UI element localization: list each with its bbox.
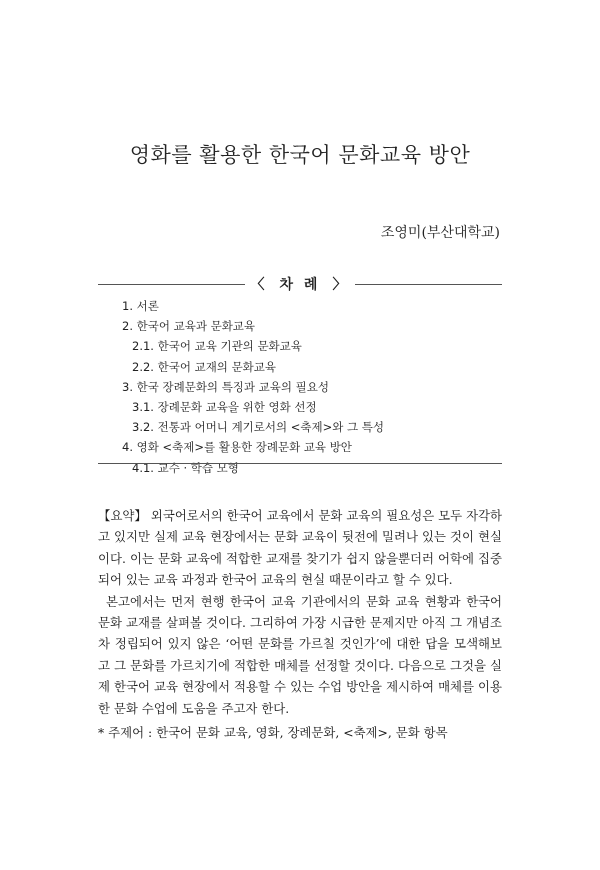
keywords: * 주제어 : 한국어 문화 교육, 영화, 장례문화, <축제>, 문화 항목: [98, 725, 448, 740]
toc-heading-label: 차 례: [279, 277, 321, 293]
toc-item: 1. 서론: [122, 299, 159, 313]
abstract-paragraph-1: 【요약】 외국어로서의 한국어 교육에서 문화 교육의 필요성은 모두 자각하고 있지만 실제 교육 현장에서는 문화 교육이 뒷전에 밀려나 있는 것이 현실이다. 이는 문화 교육에 적합한 교재를 찾기가 쉽지 않을뿐더러 어학에 집중되어 있는 교육 과정과 한국어 교육의 현실 때문이라고 할 수 있다.: [98, 508, 502, 588]
toc-heading: [98, 274, 502, 294]
toc-item: 4. 영화 <축제>를 활용한 장례문화 교육 방안: [122, 440, 352, 455]
toc-heading-rule-left: [98, 284, 245, 285]
toc-subitem: 4.1. 교수 · 학습 모형: [132, 460, 239, 475]
abstract-paragraph-2: 본고에서는 먼저 현행 한국어 교육 기관에서의 문화 교육 현황과 한국어 문화 교재를 살펴볼 것이다. 그리하여 가장 시급한 문제지만 아직 그 개념조차 정립되어 있지 않은 ‘어떤 문화를 가르칠 것인가’에 대한 답을 모색해보고 그 문화를 가르치기에 적합한 매체를 선정할 것이다. 다음으로 그것을 실제 한국어 교육 현장에서 적용할 수 있는 수업 방안을 제시하여 매체를 이용한 문화 수업에 도움을 주고자 한다.: [98, 593, 502, 716]
toc-heading-bracket-left: 〈: [250, 277, 268, 293]
author-affiliation: 조영미(부산대학교): [380, 225, 500, 241]
toc-bottom-rule: [98, 463, 502, 464]
abstract: [98, 505, 502, 719]
toc-item: 2. 한국어 교육과 문화교육: [122, 319, 256, 334]
toc-subitem: 2.2. 한국어 교재의 문화교육: [132, 359, 276, 374]
table-of-contents: [122, 296, 502, 478]
paper-title: 영화를 활용한 한국어 문화교육 방안: [129, 143, 471, 167]
toc-heading-bracket-right: 〉: [332, 277, 350, 293]
toc-subitem: 3.1. 장례문화 교육을 위한 영화 선정: [132, 400, 317, 415]
toc-subitem: 3.2. 전통과 어머니 계기로서의 <축제>와 그 특성: [132, 420, 384, 435]
toc-heading-rule-right: [355, 284, 502, 285]
toc-subitem: 2.1. 한국어 교육 기관의 문화교육: [132, 339, 302, 354]
toc-item: 3. 한국 장례문화의 특징과 교육의 필요성: [122, 379, 329, 394]
